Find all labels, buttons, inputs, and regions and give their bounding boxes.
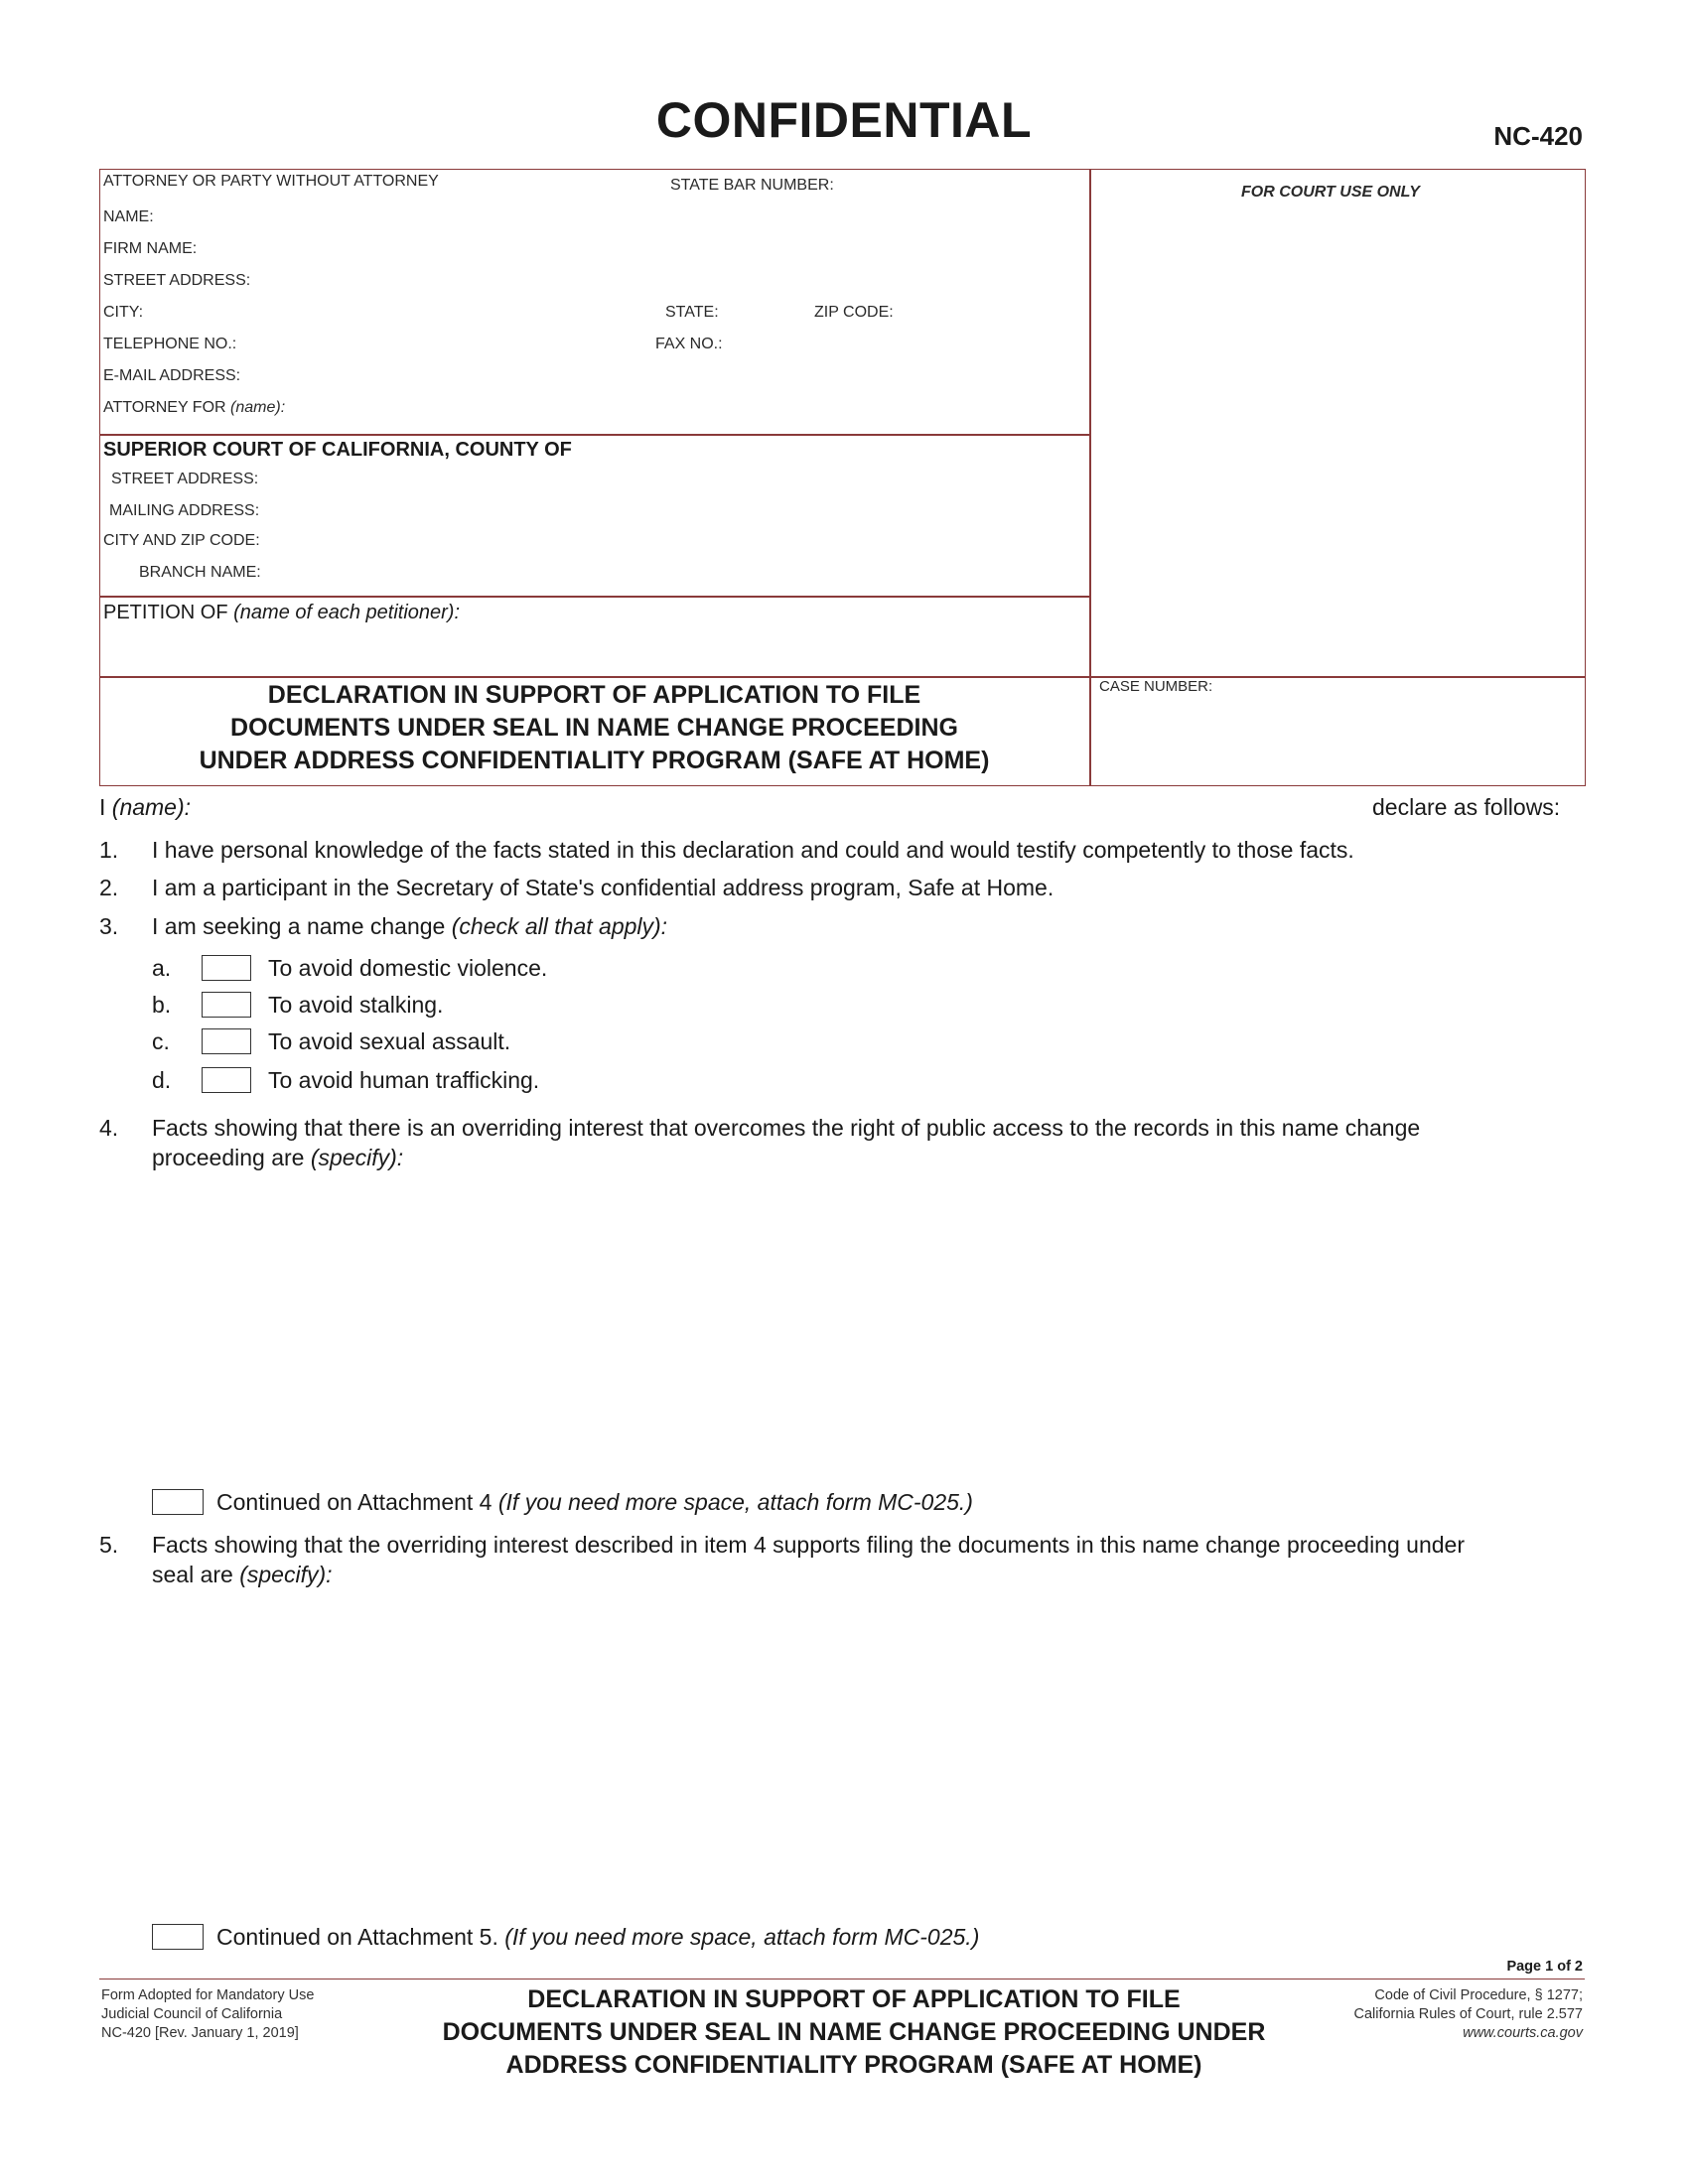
item-4-continued [216, 1489, 973, 1516]
footer-title-line3: ADDRESS CONFIDENTIALITY PROGRAM (SAFE AT HOME) [505, 2051, 1202, 2079]
item-4-number: 4. [99, 1115, 119, 1141]
item-3d-letter: d. [152, 1067, 172, 1093]
declare-as-follows: declare as follows: [1372, 794, 1561, 820]
item-5-continued [216, 1924, 979, 1951]
item-5-line1: Facts showing that the overriding interest described in item 4 supports filing the documents in this name change proceeding under [152, 1532, 1465, 1558]
declarant-name-note: (name): [111, 794, 192, 820]
item-3-lead: I am seeking a name change [152, 913, 446, 939]
page-number: Page 1 of 2 [1506, 1959, 1583, 1975]
footer-left [101, 1986, 314, 2043]
fax-label[interactable]: FAX NO.: [655, 336, 723, 352]
street-address-label[interactable]: STREET ADDRESS: [103, 272, 251, 289]
checkbox-domestic-violence[interactable] [202, 955, 251, 981]
attorney-for-note: (name): [230, 399, 286, 416]
item-2-text: I am a participant in the Secretary of State's confidential address program, Safe at Home. [152, 875, 1055, 900]
item-5-line2 [152, 1562, 333, 1588]
attorney-for-text: ATTORNEY FOR [103, 399, 226, 416]
declarant-prefix: I [99, 794, 106, 820]
item-3-text [152, 913, 667, 940]
item-5-note: (specify): [239, 1562, 333, 1587]
state-label[interactable]: STATE: [665, 304, 719, 321]
item-4-note: (specify): [310, 1145, 404, 1170]
item-5-line2-text: seal are [152, 1562, 233, 1587]
caption-title-line3: UNDER ADDRESS CONFIDENTIALITY PROGRAM (SAFE AT HOME) [199, 747, 990, 774]
court-use-box [1089, 169, 1586, 678]
checkbox-attachment-4[interactable] [152, 1489, 204, 1515]
item-4-line2 [152, 1145, 403, 1171]
item-5-continued-text: Continued on Attachment 5. [216, 1924, 498, 1950]
telephone-label[interactable]: TELEPHONE NO.: [103, 336, 237, 352]
footer-left-line3: NC-420 [Rev. January 1, 2019] [101, 2025, 299, 2041]
firm-name-label[interactable]: FIRM NAME: [103, 240, 198, 257]
court-city-zip-label[interactable]: CITY AND ZIP CODE: [103, 532, 260, 549]
item-3-note: (check all that apply): [451, 913, 668, 939]
item-5-text-area[interactable] [152, 1593, 1582, 1916]
item-1-number: 1. [99, 837, 119, 863]
item-2-number: 2. [99, 875, 119, 900]
item-4-text-area[interactable] [152, 1176, 1582, 1479]
checkbox-sexual-assault[interactable] [202, 1028, 251, 1054]
attorney-box [99, 169, 1091, 436]
item-3c-letter: c. [152, 1028, 170, 1054]
court-street-label[interactable]: STREET ADDRESS: [111, 471, 259, 487]
court-use-label: FOR COURT USE ONLY [1241, 184, 1420, 201]
footer-title-line2: DOCUMENTS UNDER SEAL IN NAME CHANGE PROCEEDING UNDER [442, 2018, 1266, 2046]
court-heading: SUPERIOR COURT OF CALIFORNIA, COUNTY OF [103, 439, 572, 461]
court-mailing-label[interactable]: MAILING ADDRESS: [109, 502, 260, 519]
item-3a-text: To avoid domestic violence. [268, 955, 548, 981]
item-4-continued-text: Continued on Attachment 4 [216, 1489, 492, 1515]
item-3-number: 3. [99, 913, 119, 939]
caption-title-line1: DECLARATION IN SUPPORT OF APPLICATION TO FILE [267, 681, 921, 709]
item-5-continued-note: (If you need more space, attach form MC-025.) [504, 1924, 980, 1950]
declarant-name-field[interactable] [99, 794, 191, 821]
item-3c-text: To avoid sexual assault. [268, 1028, 511, 1054]
petition-label[interactable] [103, 602, 460, 624]
page-title: CONFIDENTIAL [655, 92, 1033, 148]
petition-note: (name of each petitioner): [233, 602, 461, 623]
item-4-line2-text: proceeding are [152, 1145, 305, 1170]
footer-right [1353, 1986, 1583, 2043]
email-label[interactable]: E-MAIL ADDRESS: [103, 367, 241, 384]
court-branch-label[interactable]: BRANCH NAME: [139, 564, 261, 581]
footer-left-line1: Form Adopted for Mandatory Use [101, 1987, 315, 2003]
zip-code-label[interactable]: ZIP CODE: [814, 304, 894, 321]
petition-text: PETITION OF [103, 602, 228, 623]
state-bar-label: STATE BAR NUMBER: [670, 177, 834, 194]
case-number-label[interactable]: CASE NUMBER: [1099, 678, 1213, 695]
attorney-heading: ATTORNEY OR PARTY WITHOUT ATTORNEY [103, 173, 439, 190]
item-3a-letter: a. [152, 955, 172, 981]
footer-title [377, 1983, 1331, 2082]
name-label[interactable]: NAME: [103, 208, 154, 225]
attorney-for-label[interactable] [103, 399, 285, 417]
form-number: NC-420 [1493, 121, 1583, 151]
checkbox-stalking[interactable] [202, 992, 251, 1018]
caption-title-line2: DOCUMENTS UNDER SEAL IN NAME CHANGE PROCEEDING [230, 714, 958, 742]
item-4-line1: Facts showing that there is an overriding interest that overcomes the right of public access to the records in this name change [152, 1115, 1421, 1141]
footer-right-line1: Code of Civil Procedure, § 1277; [1374, 1987, 1583, 2003]
city-label[interactable]: CITY: [103, 304, 144, 321]
checkbox-attachment-5[interactable] [152, 1924, 204, 1950]
checkbox-human-trafficking[interactable] [202, 1067, 251, 1093]
footer-left-line2: Judicial Council of California [101, 2006, 283, 2022]
footer-right-line2: California Rules of Court, rule 2.577 [1353, 2006, 1583, 2022]
item-4-continued-note: (If you need more space, attach form MC-025.) [497, 1489, 973, 1515]
item-1-text: I have personal knowledge of the facts stated in this declaration and could and would testify competently to those facts. [152, 837, 1354, 863]
item-5-number: 5. [99, 1532, 119, 1558]
item-3b-letter: b. [152, 992, 172, 1018]
caption-title [99, 679, 1089, 777]
item-3b-text: To avoid stalking. [268, 992, 444, 1018]
footer-title-line1: DECLARATION IN SUPPORT OF APPLICATION TO FILE [527, 1985, 1181, 2013]
item-3d-text: To avoid human trafficking. [268, 1067, 540, 1093]
footer-website-link[interactable]: www.courts.ca.gov [1463, 2025, 1583, 2041]
